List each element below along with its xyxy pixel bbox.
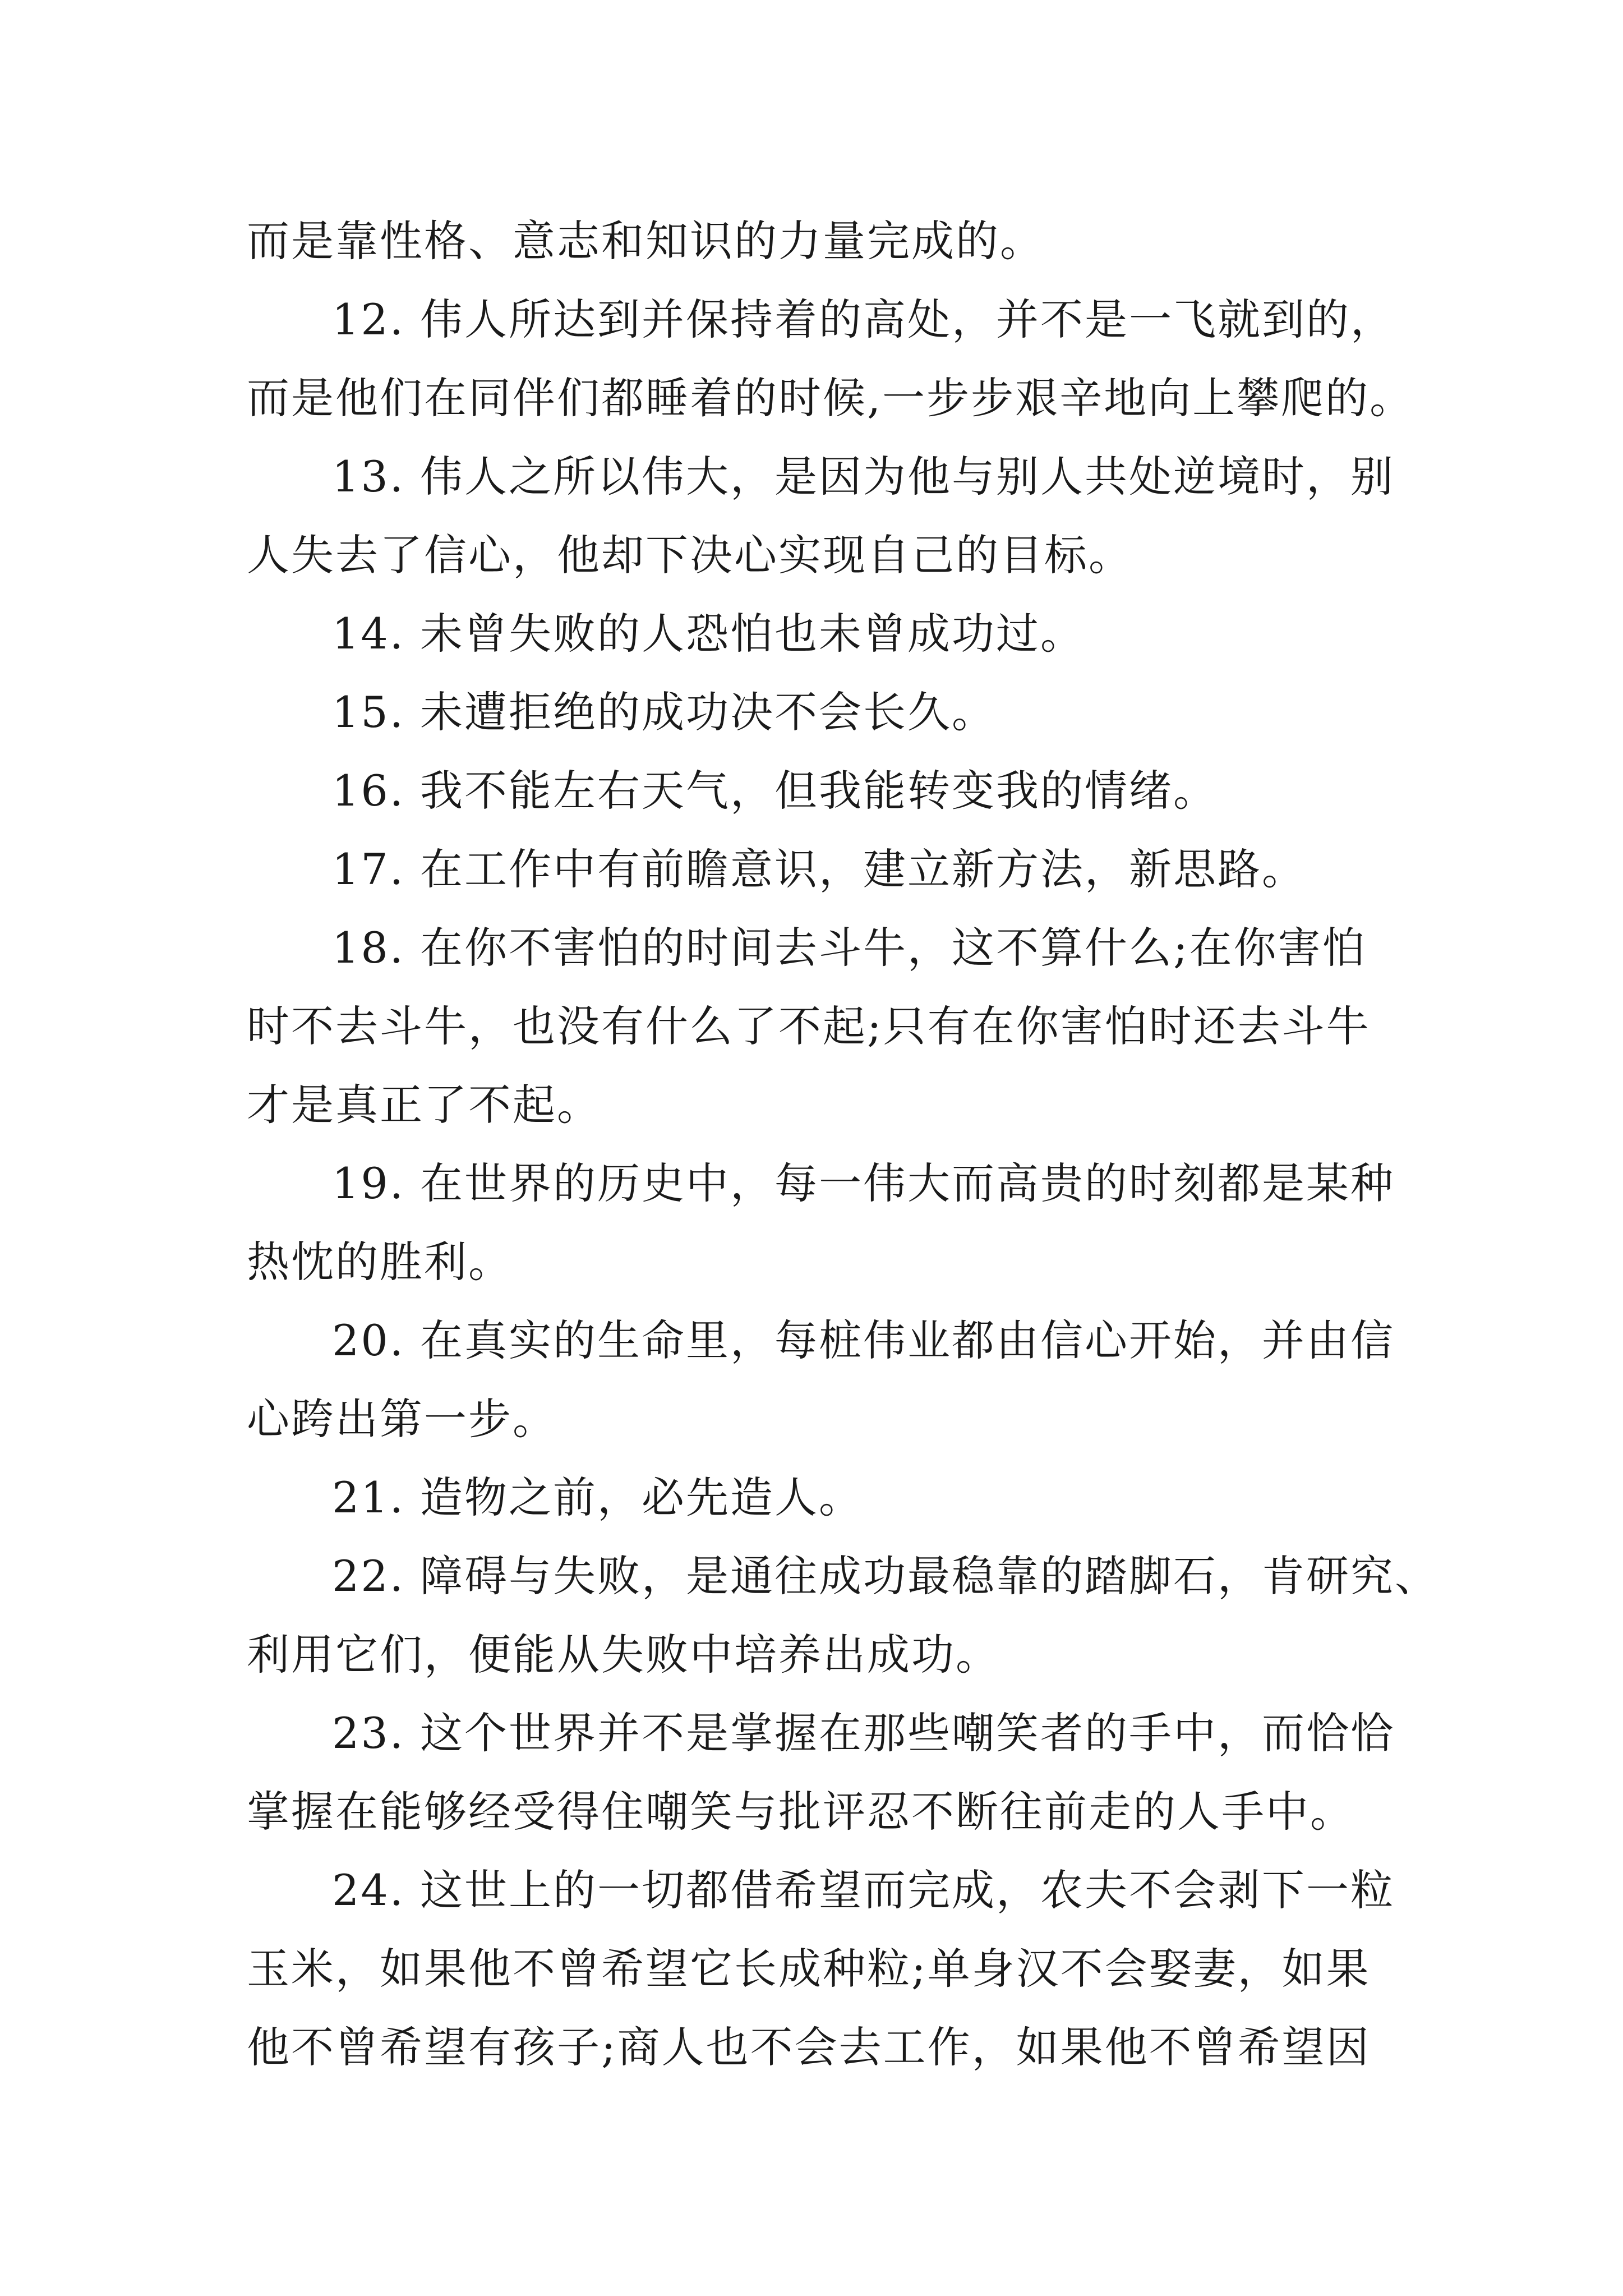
text-line: 他不曾希望有孩子;商人也不会去工作，如果他不曾希望因 xyxy=(247,2022,1371,2072)
text-line: 17. 在工作中有前瞻意识，建立新方法，新思路。 xyxy=(332,844,1307,894)
text-line: 心跨出第一步。 xyxy=(247,1394,557,1444)
text-line: 人失去了信心，他却下决心实现自己的目标。 xyxy=(247,530,1133,580)
text-line: 才是真正了不起。 xyxy=(247,1080,601,1130)
text-line: 掌握在能够经受得住嘲笑与批评忍不断往前走的人手中。 xyxy=(247,1787,1354,1837)
text-line: 利用它们，便能从失败中培养出成功。 xyxy=(247,1630,1000,1680)
text-line: 15. 未遭拒绝的成功决不会长久。 xyxy=(332,687,997,737)
text-line: 18. 在你不害怕的时间去斗牛，这不算什么;在你害怕 xyxy=(332,923,1367,973)
text-line: 14. 未曾失败的人恐怕也未曾成功过。 xyxy=(332,609,1085,659)
text-line: 时不去斗牛，也没有什么了不起;只有在你害怕时还去斗牛 xyxy=(247,1001,1371,1051)
text-line: 23. 这个世界并不是掌握在那些嘲笑者的手中，而恰恰 xyxy=(332,1708,1395,1758)
text-line: 19. 在世界的历史中，每一伟大而高贵的时刻都是某种 xyxy=(332,1158,1395,1208)
text-line: 22. 障碍与失败，是通往成功最稳靠的踏脚石，肯研究、 xyxy=(332,1551,1440,1601)
document-body xyxy=(247,202,1440,2087)
text-line: 热忱的胜利。 xyxy=(247,1237,513,1287)
text-line: 24. 这世上的一切都借希望而完成，农夫不会剥下一粒 xyxy=(332,1865,1395,1915)
text-line: 而是靠性格、意志和知识的力量完成的。 xyxy=(247,216,1044,266)
text-line: 21. 造物之前，必先造人。 xyxy=(332,1473,864,1522)
text-line: 20. 在真实的生命里，每桩伟业都由信心开始，并由信 xyxy=(332,1315,1395,1365)
text-line: 16. 我不能左右天气，但我能转变我的情绪。 xyxy=(332,766,1218,816)
text-line: 13. 伟人之所以伟大，是因为他与别人共处逆境时，别 xyxy=(332,452,1395,501)
text-line: 玉米，如果他不曾希望它长成种粒;单身汉不会娶妻，如果 xyxy=(247,1944,1371,1994)
text-line: 而是他们在同伴们都睡着的时候,一步步艰辛地向上攀爬的。 xyxy=(247,373,1414,423)
text-line: 12. 伟人所达到并保持着的高处，并不是一飞就到的， xyxy=(332,295,1395,344)
